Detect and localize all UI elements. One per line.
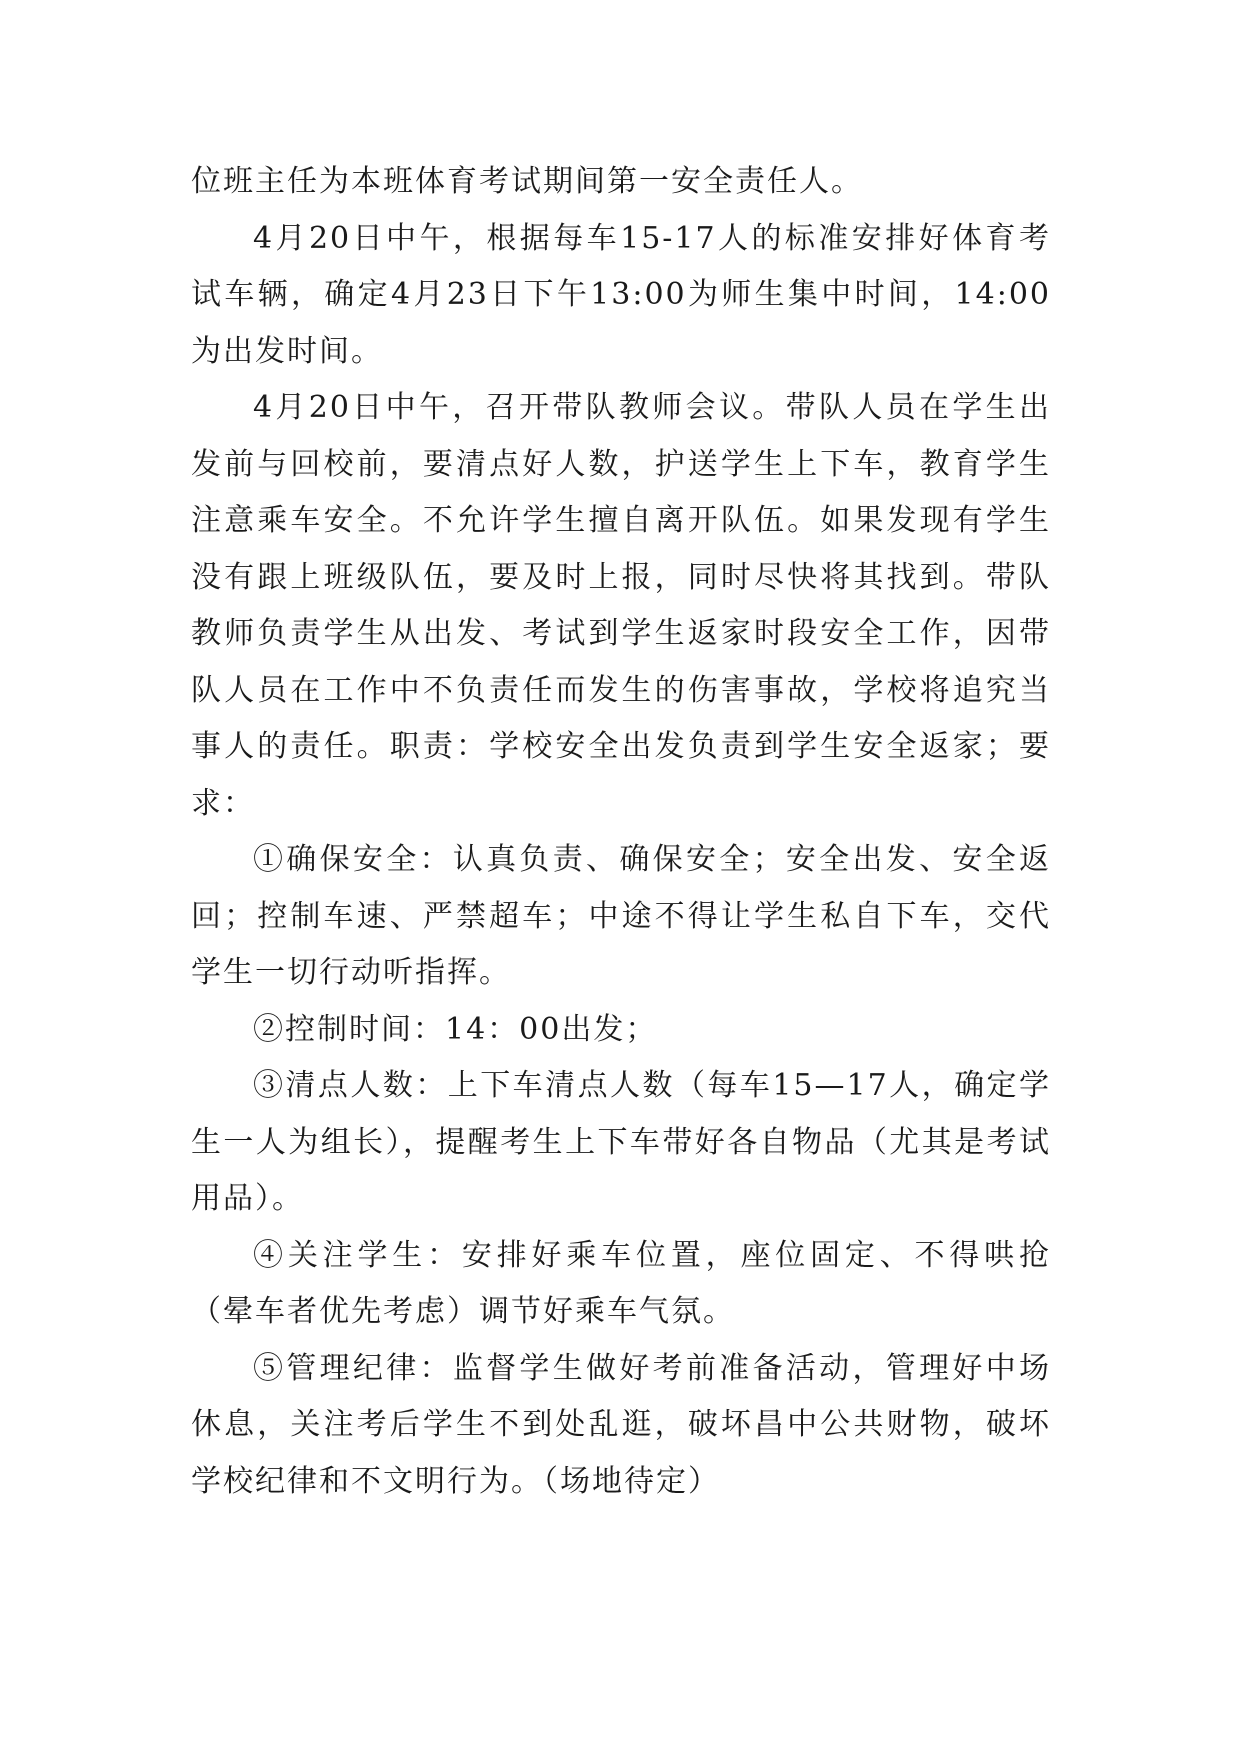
paragraph-5: ②控制时间：14：00出发； [253,1011,658,1047]
paragraph-6: ③清点人数：上下车清点人数（每车15—17人，确定学生一人为组长），提醒考生上下车带好各自物品（尤其是考试用品）。 [191,1068,1051,1216]
paragraph-1: 位班主任为本班体育考试期间第一安全责任人。 [191,164,863,199]
paragraph-2: 4月20日中午，根据每车15-17人的标准安排好体育考试车辆，确定4月23日下午13:00为师生集中时间，14:00为出发时间。 [191,220,1051,369]
paragraph-3: 4月20日中午，召开带队教师会议。带队人员在学生出发前与回校前，要清点好人数，护送学生上下车，教育学生注意乘车安全。不允许学生擅自离开队伍。如果发现有学生没有跟上班级队伍，要及时上报，同时尽快将其找到。带队教师负责学生从出发、考试到学生返家时段安全工作，因带队人员在工作中不负责任而发生的伤害事故，学校将追究当事人的责任。职责：学校安全出发负责到学生安全返家；要求： [191,390,1051,821]
paragraph-4: ①确保安全：认真负责、确保安全；安全出发、安全返回；控制车速、严禁超车；中途不得让学生私自下车，交代学生一切行动听指挥。 [191,842,1051,990]
paragraph-8: ⑤管理纪律：监督学生做好考前准备活动，管理好中场休息，关注考后学生不到处乱逛，破坏昌中公共财物，破坏学校纪律和不文明行为。（场地待定） [191,1350,1051,1499]
paragraph-7: ④关注学生：安排好乘车位置，座位固定、不得哄抢（晕车者优先考虑）调节好乘车气氛。 [191,1237,1051,1329]
body-text [191,154,1051,1510]
